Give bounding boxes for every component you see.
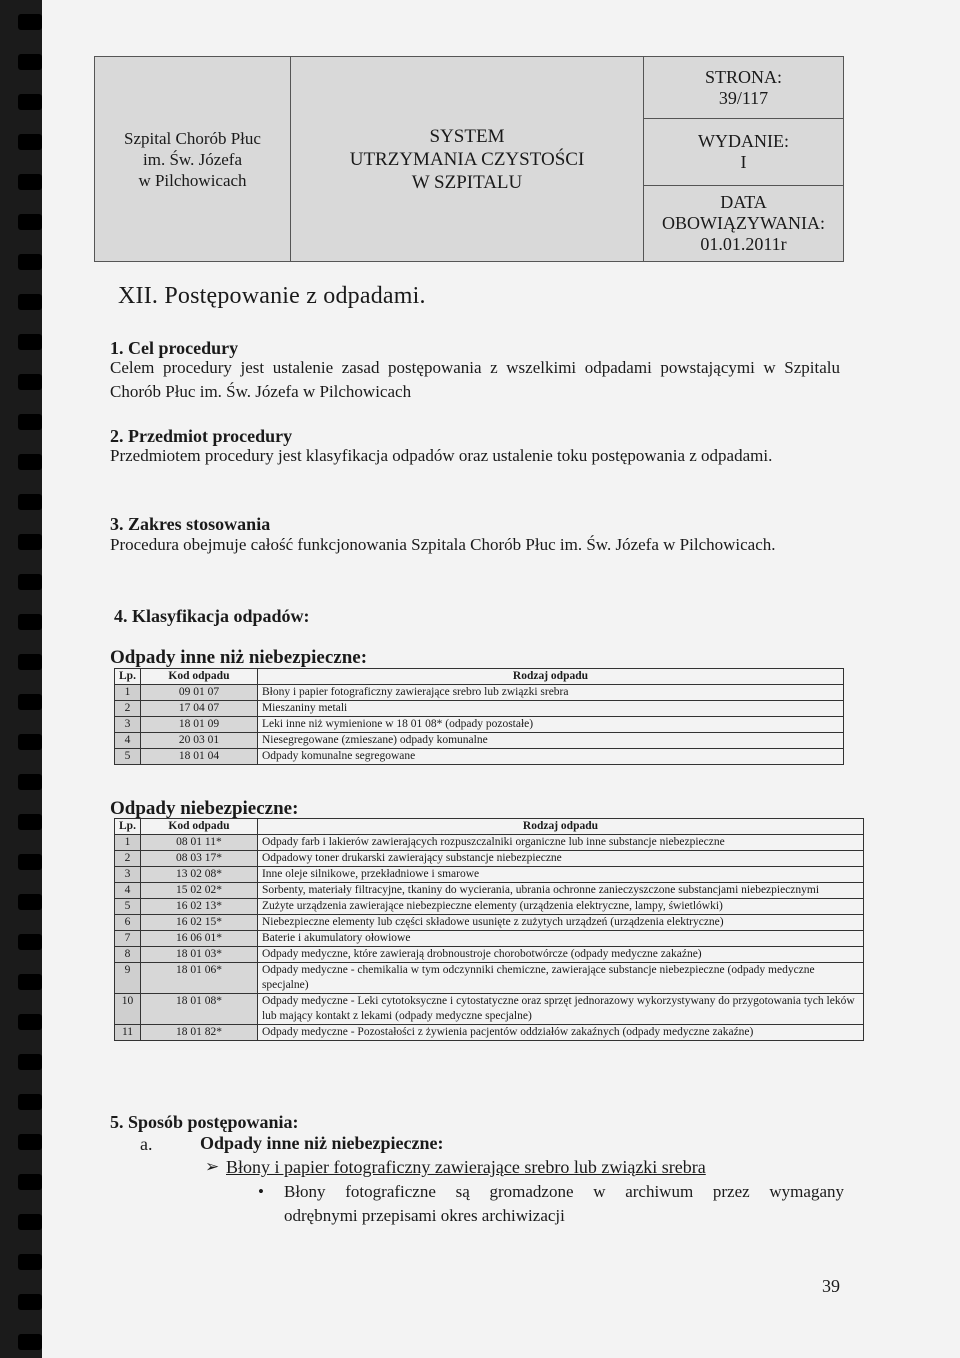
- waste-type: Odpady medyczne, które zawierają drobnoustroje chorobotwórcze (odpady medyczne zakaźne): [257, 947, 863, 963]
- page-label: STRONA:: [704, 66, 782, 87]
- document-header: [94, 56, 844, 262]
- table-row: [115, 701, 844, 717]
- waste-code: 18 01 09: [140, 717, 257, 733]
- binding-ring: [18, 1174, 42, 1190]
- binding-ring: [18, 14, 42, 30]
- table-row: [115, 963, 864, 994]
- table-row: [115, 851, 864, 867]
- waste-type: Odpady komunalne segregowane: [257, 749, 843, 765]
- arrow-icon: ➢: [205, 1157, 220, 1176]
- row-number: 5: [115, 899, 141, 915]
- table-row: [115, 1025, 864, 1041]
- row-number: 1: [115, 835, 141, 851]
- table-row: [115, 733, 844, 749]
- section-text-1: Celem procedury jest ustalenie zasad postępowania z wszelkimi odpadami powstającymi w Szpitalu Chorób Płuc im. Św. Józefa w Pilchowicach: [110, 358, 840, 401]
- spiral-binding: [0, 0, 42, 1358]
- waste-type: Sorbenty, materiały filtracyjne, tkaniny do wycierania, ubrania ochronne zanieczyszczone substancjami niebezpiecznymi: [257, 883, 863, 899]
- system-title-line: W SZPITALU: [411, 171, 523, 193]
- system-title-line: SYSTEM: [429, 125, 505, 147]
- binding-ring: [18, 1134, 42, 1150]
- table-row: [115, 931, 864, 947]
- table-row: [115, 883, 864, 899]
- binding-ring: [18, 854, 42, 870]
- binding-ring: [18, 1094, 42, 1110]
- waste-type: Leki inne niż wymienione w 18 01 08* (odpady pozostałe): [257, 717, 843, 733]
- date-label: DATA: [720, 191, 767, 212]
- binding-ring: [18, 1214, 42, 1230]
- table-row: [115, 867, 864, 883]
- table-row: [115, 994, 864, 1025]
- date-label: OBOWIĄZYWANIA:: [662, 212, 825, 233]
- waste-code: 17 04 07: [140, 701, 257, 717]
- table-row: [115, 947, 864, 963]
- binding-ring: [18, 254, 42, 270]
- column-header: Kod odpadu: [140, 669, 257, 685]
- edition-label: WYDANIE:: [698, 130, 789, 151]
- binding-ring: [18, 414, 42, 430]
- subsection-title: Odpady inne niż niebezpieczne:: [200, 1133, 444, 1153]
- edition-cell: [644, 119, 844, 185]
- row-number: 6: [115, 915, 141, 931]
- row-number: 3: [115, 867, 141, 883]
- table-row: [115, 915, 864, 931]
- section-heading-3: 3. Zakres stosowania: [110, 514, 271, 534]
- binding-ring: [18, 534, 42, 550]
- waste-code: 18 01 82*: [140, 1025, 257, 1041]
- row-number: 3: [115, 717, 141, 733]
- row-number: 10: [115, 994, 141, 1025]
- waste-type: Odpady medyczne - chemikalia w tym odczynniki chemiczne, zawierające substancje niebezpieczne (odpady medyczne specjalne): [257, 963, 863, 994]
- binding-ring: [18, 694, 42, 710]
- section-heading-4: 4. Klasyfikacja odpadów:: [114, 606, 310, 626]
- column-header: Kod odpadu: [140, 819, 257, 835]
- binding-ring: [18, 494, 42, 510]
- column-header: Rodzaj odpadu: [257, 669, 843, 685]
- binding-ring: [18, 374, 42, 390]
- waste-code: 18 01 06*: [140, 963, 257, 994]
- system-title-cell: [291, 57, 644, 262]
- row-number: 4: [115, 733, 141, 749]
- row-number: 1: [115, 685, 141, 701]
- binding-ring: [18, 1054, 42, 1070]
- section-heading-2: 2. Przedmiot procedury: [110, 426, 293, 446]
- row-number: 7: [115, 931, 141, 947]
- date-cell: [644, 185, 844, 261]
- column-header: Lp.: [115, 669, 141, 685]
- hospital-name-line: w Pilchowicach: [138, 170, 247, 190]
- waste-type: Inne oleje silnikowe, przekładniowe i smarowe: [257, 867, 863, 883]
- binding-ring: [18, 774, 42, 790]
- waste-code: 18 01 08*: [140, 994, 257, 1025]
- waste-type: Odpadowy toner drukarski zawierający substancje niebezpieczne: [257, 851, 863, 867]
- page-value: 39/117: [718, 87, 769, 108]
- waste-type: Odpady medyczne - Leki cytotoksyczne i cytostatyczne oraz sprzęt jednorazowy wykorzystywany do przygotowania tych leków lub mający kontakt z lekami (odpady medyczne specjalne): [257, 994, 863, 1025]
- hazardous-waste-table: [114, 818, 864, 1041]
- binding-ring: [18, 1294, 42, 1310]
- table-row: [115, 685, 844, 701]
- waste-code: 13 02 08*: [140, 867, 257, 883]
- waste-code: 18 01 03*: [140, 947, 257, 963]
- table-title-hazardous: Odpady niebezpieczne:: [110, 798, 299, 819]
- binding-ring: [18, 934, 42, 950]
- chapter-title: XII. Postępowanie z odpadami.: [118, 283, 426, 309]
- column-header: Lp.: [115, 819, 141, 835]
- binding-ring: [18, 734, 42, 750]
- binding-ring: [18, 814, 42, 830]
- item-title: Błony i papier fotograficzny zawierające srebro lub związki srebra: [226, 1157, 706, 1177]
- waste-type: Odpady farb i lakierów zawierających rozpuszczalniki organiczne lub inne substancje niebezpieczne: [257, 835, 863, 851]
- waste-code: 16 06 01*: [140, 931, 257, 947]
- row-number: 11: [115, 1025, 141, 1041]
- binding-ring: [18, 94, 42, 110]
- waste-type: Niesegregowane (zmieszane) odpady komunalne: [257, 733, 843, 749]
- non-hazardous-waste-table: [114, 668, 844, 765]
- row-number: 8: [115, 947, 141, 963]
- hospital-name-cell: [95, 57, 291, 262]
- binding-ring: [18, 454, 42, 470]
- binding-ring: [18, 614, 42, 630]
- date-value: 01.01.2011r: [700, 233, 787, 254]
- binding-ring: [18, 894, 42, 910]
- waste-type: Baterie i akumulatory ołowiowe: [257, 931, 863, 947]
- waste-type: Mieszaniny metali: [257, 701, 843, 717]
- bullet-text: Błony fotograficzne są gromadzone w archiwum przez wymagany: [284, 1182, 844, 1201]
- system-title-line: UTRZYMANIA CZYSTOŚCI: [349, 148, 585, 170]
- waste-code: 15 02 02*: [140, 883, 257, 899]
- waste-code: 16 02 13*: [140, 899, 257, 915]
- binding-ring: [18, 214, 42, 230]
- subsection-letter: a.: [140, 1134, 153, 1154]
- hospital-name-line: im. Św. Józefa: [143, 149, 242, 169]
- section-text-3: Procedura obejmuje całość funkcjonowania Szpitala Chorób Płuc im. Św. Józefa w Pilchowicach.: [110, 535, 776, 554]
- binding-ring: [18, 174, 42, 190]
- column-header: Rodzaj odpadu: [257, 819, 863, 835]
- binding-ring: [18, 1334, 42, 1350]
- binding-ring: [18, 54, 42, 70]
- page-number: 39: [822, 1276, 840, 1296]
- page-cell: [644, 57, 844, 119]
- row-number: 2: [115, 851, 141, 867]
- binding-ring: [18, 334, 42, 350]
- hospital-name-line: Szpital Chorób Płuc: [124, 128, 261, 148]
- row-number: 9: [115, 963, 141, 994]
- table-row: [115, 835, 864, 851]
- binding-ring: [18, 574, 42, 590]
- binding-ring: [18, 1014, 42, 1030]
- table-title-non-hazardous: Odpady inne niż niebezpieczne:: [110, 647, 368, 668]
- table-row: [115, 749, 844, 765]
- waste-type: Odpady medyczne - Pozostałości z żywienia pacjentów oddziałów zakaźnych (odpady medyczne zakaźne): [257, 1025, 863, 1041]
- waste-type: Zużyte urządzenia zawierające niebezpieczne elementy (urządzenia elektryczne, lampy, świetlówki): [257, 899, 863, 915]
- section-text-2: Przedmiotem procedury jest klasyfikacja odpadów oraz ustalenie toku postępowania z odpadami.: [110, 446, 773, 465]
- section-heading-1: 1. Cel procedury: [110, 338, 239, 358]
- binding-ring: [18, 654, 42, 670]
- edition-value: I: [740, 151, 747, 172]
- binding-ring: [18, 974, 42, 990]
- row-number: 5: [115, 749, 141, 765]
- waste-code: 20 03 01: [140, 733, 257, 749]
- binding-ring: [18, 294, 42, 310]
- table-row: [115, 717, 844, 733]
- waste-code: 09 01 07: [140, 685, 257, 701]
- waste-code: 08 03 17*: [140, 851, 257, 867]
- section-heading-5: 5. Sposób postępowania:: [110, 1112, 299, 1132]
- waste-type: Niebezpieczne elementy lub części składowe usunięte z zużytych urządzeń (urządzenia elektryczne): [257, 915, 863, 931]
- waste-code: 08 01 11*: [140, 835, 257, 851]
- waste-code: 16 02 15*: [140, 915, 257, 931]
- row-number: 2: [115, 701, 141, 717]
- binding-ring: [18, 1254, 42, 1270]
- waste-type: Błony i papier fotograficzny zawierające srebro lub związki srebra: [257, 685, 843, 701]
- binding-ring: [18, 134, 42, 150]
- row-number: 4: [115, 883, 141, 899]
- waste-code: 18 01 04: [140, 749, 257, 765]
- bullet-icon: •: [258, 1182, 264, 1201]
- bullet-text: odrębnymi przepisami okres archiwizacji: [284, 1206, 565, 1225]
- table-row: [115, 899, 864, 915]
